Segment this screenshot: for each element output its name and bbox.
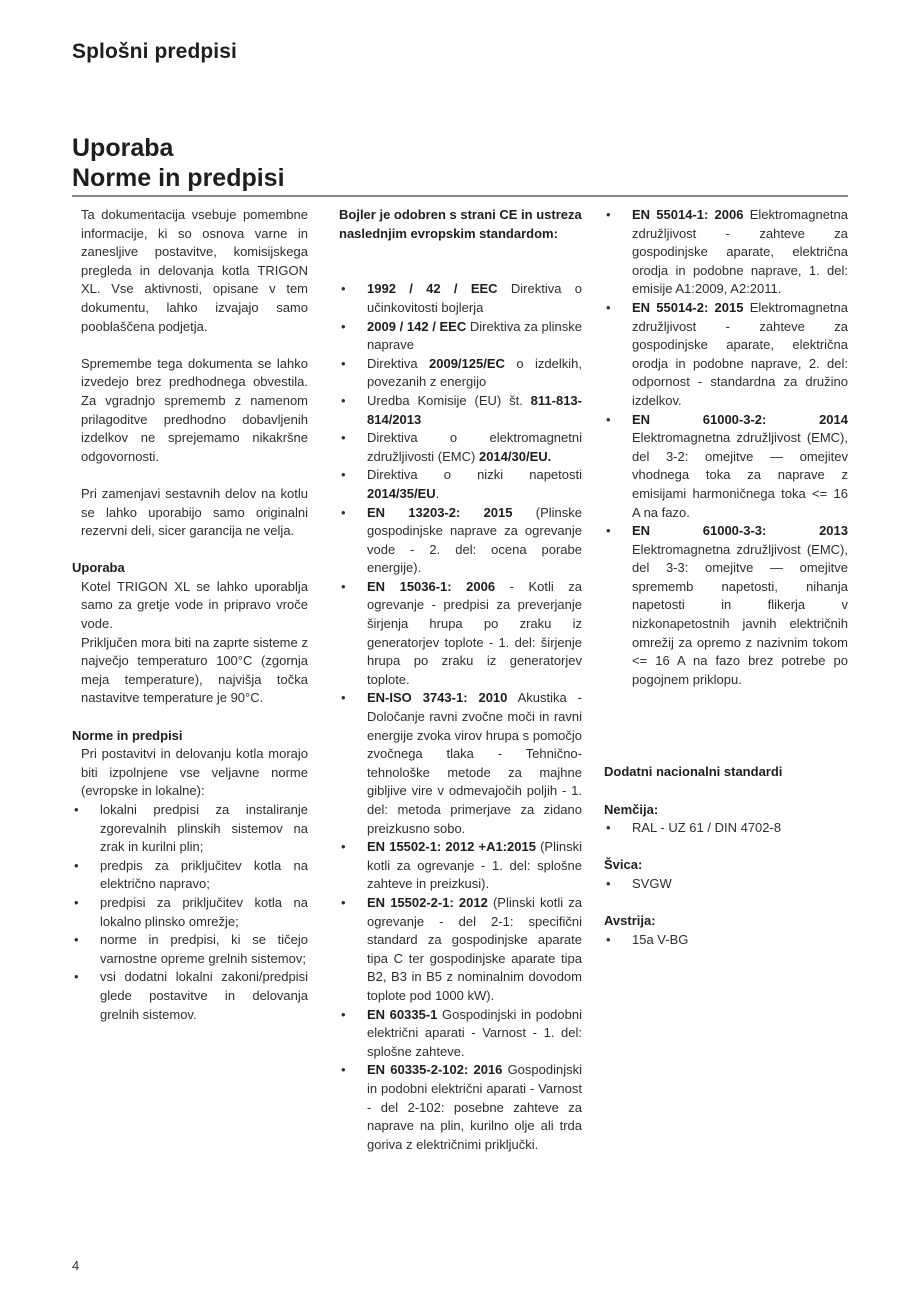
uporaba-text-2: Priključen mora biti na zaprte sisteme z največjo temperaturo 100°C (zgornja meja temperature), najvišja točka nastavitve temperature je 90°C.: [81, 634, 308, 706]
standard-item: • EN 15502-1: 2012 +A1:2015 (Plinski kotli za ogrevanje - 1. del: splošne zahteve in preizkusi).: [341, 839, 583, 892]
uporaba-text-1: Kotel TRIGON XL se lahko uporablja samo za gretje vode in pripravo vroče vode.: [81, 578, 308, 632]
changes-paragraph: Spremembe tega dokumenta se lahko izvedejo brez predhodnega obvestila. Za vgradnjo sprememb z namenom prilagoditve predhodno dobavljenih izdelkov ne sprejemamo nikakršne odgovornosti.: [81, 355, 308, 464]
bullet-icon: •: [606, 876, 611, 891]
left-column: [72, 206, 308, 1024]
standard-item: • Direktiva o elektromagnetni združljivosti (EMC) 2014/30/EU.: [341, 430, 582, 464]
list-item: • predpisi za priključitev kotla na lokalno plinsko omrežje;: [74, 894, 308, 929]
page-number: 4: [72, 1258, 80, 1273]
list-item: • RAL - UZ 61 / DIN 4702-8: [604, 819, 848, 838]
list-item: • predpis za priključitev kotla na električno napravo;: [74, 857, 308, 892]
standard-item: • EN 60335-1 Gospodinjski in podobni električni aparati - Varnost - 1. del: splošne zahteve.: [341, 1006, 582, 1059]
page-title: [72, 133, 285, 193]
uporaba-heading: Uporaba: [72, 560, 125, 576]
standard-item: • EN 15036-1: 2006 - Kotli za ogrevanje - predpisi za preverjanje širjenja hrupa po zraku iz generatorjev toplote - 1. del: širjenje hrupa po zraku iz generatorjev toplote.: [341, 578, 582, 687]
right-column: [604, 206, 848, 949]
bullet-icon: •: [606, 523, 611, 539]
bullet-icon: •: [341, 690, 346, 706]
standard-item: • EN-ISO 3743-1: 2010 Akustika - Določanje ravni zvočne moči in ravni energije zvoka virov hrupa s pomočjo zvočnega tlaka - Tehnično-tehnološke metode za majhne gibljive vire v odmevajočih poljih - 1. del: metoda primerjave za zidano preizkusno sobo.: [341, 690, 583, 836]
standard-item: • EN 61000-3-3: 2013 Elektromagnetna združljivost (EMC), del 3-3: omejitve — omejitve sprememb napetosti, nihanja napetosti in flikerja v nizkonapetostnih javnih električnih omrežij za opremo z nazivnim tokom <= 16 A na fazo brez potrebe po pogojnem priklopu.: [606, 523, 848, 687]
section-header: Splošni predpisi: [72, 40, 237, 63]
bullet-icon: •: [74, 969, 79, 985]
eu-standards-list: [339, 280, 582, 1154]
bullet-icon: •: [341, 430, 346, 446]
bullet-icon: •: [341, 392, 346, 408]
title-line-1: Uporaba: [72, 134, 174, 162]
country-germany: Nemčija:: [604, 801, 659, 817]
bullet-icon: •: [341, 578, 346, 594]
standard-item: • 1992 / 42 / EEC Direktiva o učinkovitosti bojlerja: [341, 281, 582, 315]
bullet-icon: •: [606, 820, 611, 836]
middle-column: [339, 206, 582, 1154]
bullet-icon: •: [606, 931, 611, 947]
standard-item: • 2009 / 142 / EEC Direktiva za plinske naprave: [341, 318, 582, 353]
standard-item: • EN 13203-2: 2015 (Plinske gospodinjske naprave za ogrevanje vode - 2. del: ocena porabe energije).: [341, 504, 582, 576]
bullet-icon: •: [606, 411, 611, 427]
norme-intro: Pri postavitvi in delovanju kotla morajo biti izpolnjene vse veljavne norme (evropske in lokalne):: [81, 746, 308, 799]
norme-list: [72, 801, 308, 1024]
bullet-icon: •: [341, 318, 346, 334]
standard-item: • EN 55014-2: 2015 Elektromagnetna združljivost - zahteve za gospodinjske aparate, električna orodja in podobne naprave, 2. del: odpornost - standardna za družino izdelkov.: [606, 299, 848, 408]
standard-item: • EN 60335-2-102: 2016 Gospodinjski in podobni električni aparati - Varnost - del 2-102: posebne zahteve za naprave na plin, kurilno olje ali trda goriva z električnimi priključki.: [341, 1062, 582, 1152]
bullet-icon: •: [74, 802, 79, 817]
list-item: • vsi dodatni lokalni zakoni/predpisi glede postavitve in delovanja grelnih sistemov.: [74, 969, 308, 1022]
ce-approval-intro: Bojler je odobren s strani CE in ustreza naslednjim evropskim standardom:: [339, 207, 582, 241]
title-divider: [72, 195, 848, 197]
spare-parts-paragraph: Pri zamenjavi sestavnih delov na kotlu se lahko uporabijo samo originalni rezervni deli, sicer garancija ne velja.: [81, 485, 308, 539]
bullet-icon: •: [606, 299, 611, 315]
bullet-icon: •: [74, 857, 79, 873]
bullet-icon: •: [606, 207, 611, 222]
bullet-icon: •: [74, 932, 79, 948]
list-item: • 15a V-BG: [604, 931, 848, 950]
norme-heading: Norme in predpisi: [72, 727, 183, 743]
bullet-icon: •: [341, 1062, 346, 1078]
standard-item: • EN 55014-1: 2006 Elektromagnetna združljivost - zahteve za gospodinjske aparate, električna orodja in podobne naprave, 1. del: emisije A1:2009, A2:2011.: [606, 207, 848, 297]
standard-item: • Uredba Komisije (EU) št. 811-813-814/2013: [341, 392, 582, 427]
standard-item: • Direktiva o nizki napetosti 2014/35/EU.: [341, 467, 582, 501]
bullet-icon: •: [341, 355, 346, 371]
bullet-icon: •: [74, 894, 79, 910]
standard-item: • Direktiva 2009/125/EC o izdelkih, povezanih z energijo: [341, 355, 582, 390]
emc-standards-list: [604, 206, 848, 689]
list-item: • SVGW: [604, 875, 848, 894]
bullet-icon: •: [341, 839, 346, 855]
country-austria: Avstrija:: [604, 913, 656, 929]
national-standards-heading: Dodatni nacionalni standardi: [604, 764, 783, 780]
list-item: • norme in predpisi, ki se tičejo varnostne opreme grelnih sistemov;: [74, 932, 308, 966]
standard-item: • EN 15502-2-1: 2012 (Plinski kotli za ogrevanje - del 2-1: specifični standard za gospodinjske aparate tipa C ter gospodinjske aparate tipa B2, B3 in B5 z nominalnim dovodom toplote pod 1000 kW).: [341, 894, 582, 1003]
list-item: • lokalni predpisi za instaliranje zgorevalnih plinskih sistemov na zrak in kurilni plin;: [74, 802, 308, 855]
bullet-icon: •: [341, 467, 346, 483]
bullet-icon: •: [341, 281, 346, 297]
bullet-icon: •: [341, 1006, 346, 1022]
intro-paragraph: Ta dokumentacija vsebuje pomembne informacije, ki so osnova varne in zanesljive postavitve, komisijskega pregleda in delovanja kotla TRIGON XL. Vse aktivnosti, opisane v tem dokumentu, lahko izvajajo samo pooblaščena podjetja.: [81, 207, 308, 334]
standard-item: • EN 61000-3-2: 2014 Elektromagnetna združljivost (EMC), del 3-2: omejitve — omejitev vhodnega toka za naprave z emisijami harmoničnega toka <= 16 A na fazo.: [606, 411, 848, 520]
country-switzerland: Švica:: [604, 857, 643, 873]
bullet-icon: •: [341, 894, 346, 910]
title-line-2: Norme in predpisi: [72, 164, 285, 192]
bullet-icon: •: [341, 504, 346, 520]
